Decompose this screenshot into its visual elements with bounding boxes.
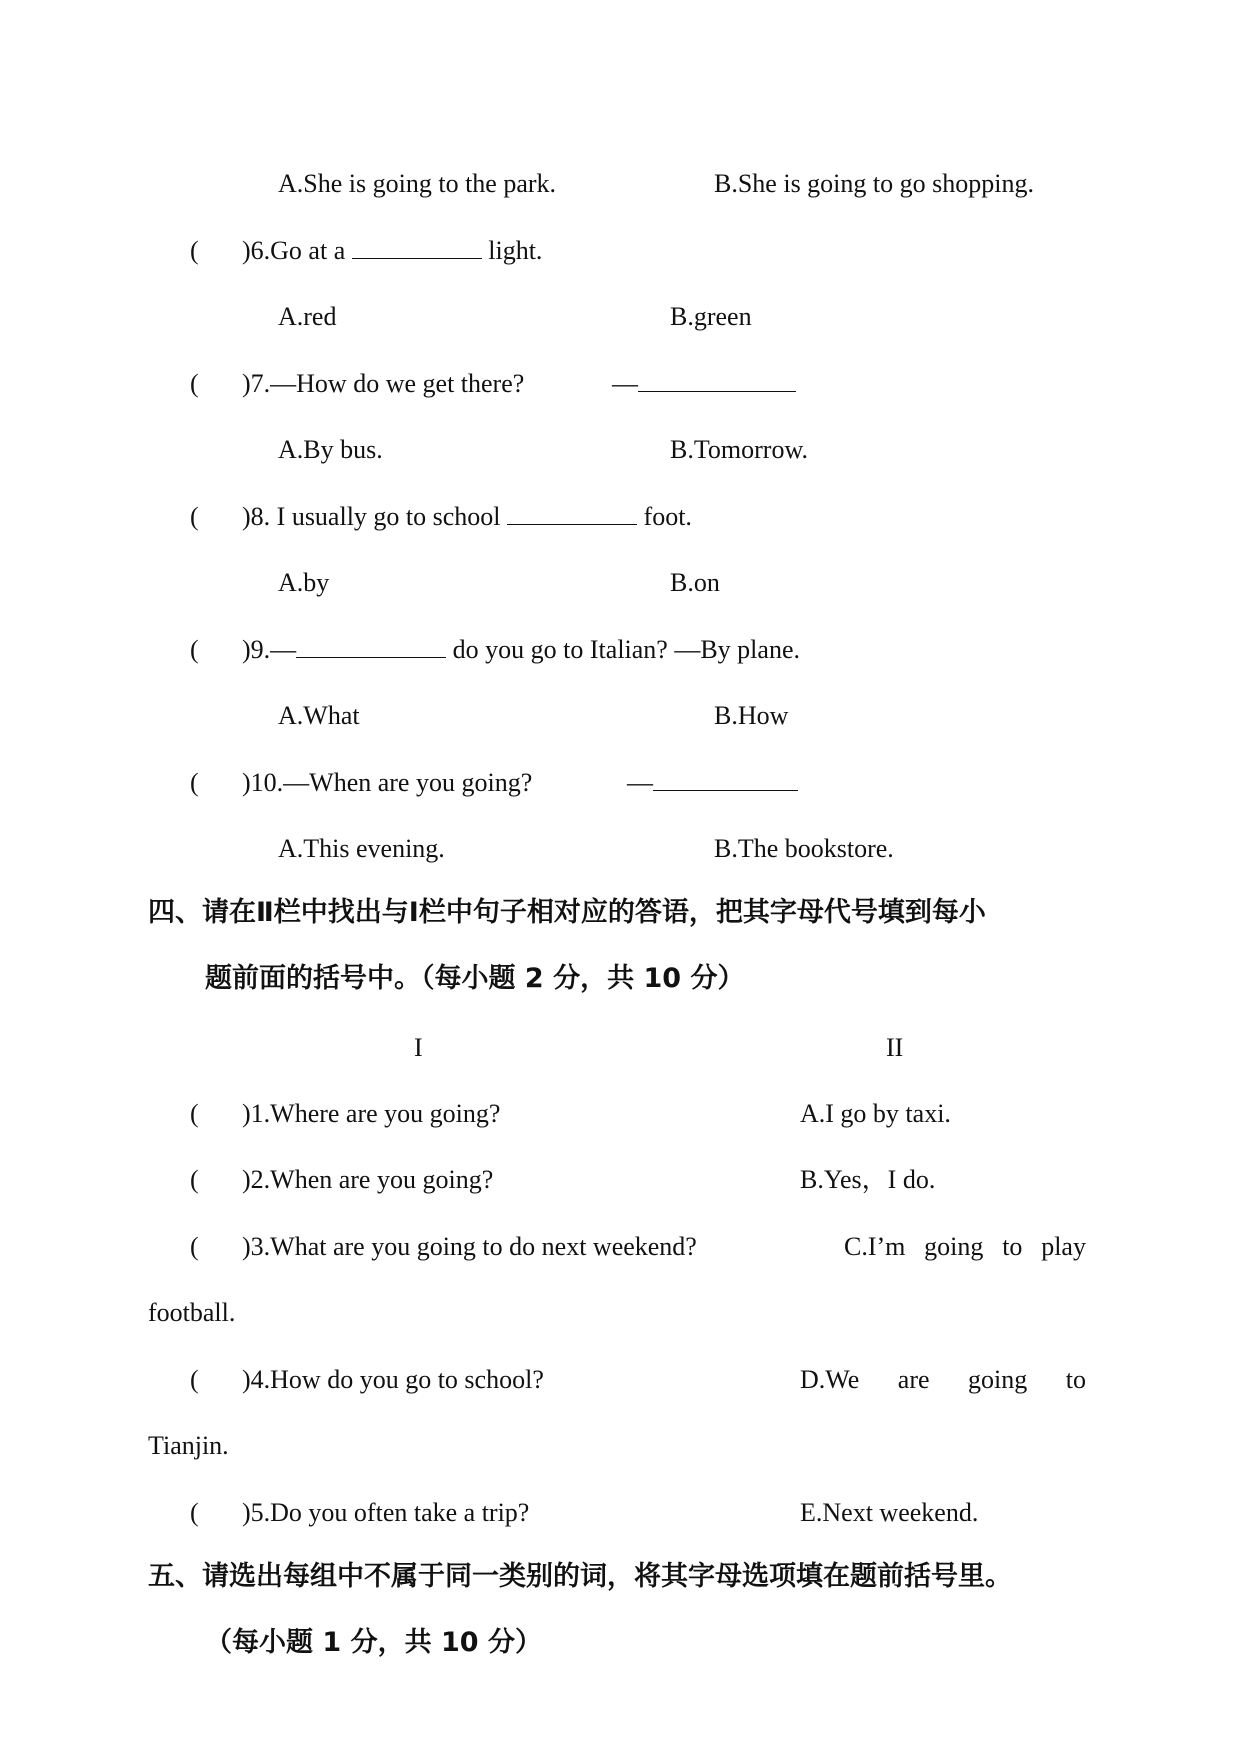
question-text: )8. I usually go to school — [242, 502, 501, 531]
dash: — — [612, 369, 638, 398]
section-5-heading-cont: （每小题 1 分，共 10 分） — [205, 1627, 542, 1658]
q6-option-a: A.red — [278, 302, 337, 331]
answer-word: C.I’m — [844, 1232, 906, 1261]
match-answer-c — [844, 1231, 1086, 1263]
question-8 — [242, 501, 692, 533]
answer-paren: ( — [190, 236, 199, 265]
match-answer-e: E.Next weekend. — [800, 1498, 979, 1527]
section-4-heading-cont: 题前面的括号中。（每小题 2 分，共 10 分） — [205, 963, 745, 994]
answer-word: play — [1041, 1232, 1086, 1261]
q7-option-b: B.Tomorrow. — [670, 435, 809, 464]
question-text-end: foot. — [643, 502, 692, 531]
match-answer-d-wrap: Tianjin. — [148, 1431, 229, 1460]
dash: — — [627, 768, 653, 797]
answer-paren: ( — [190, 1365, 199, 1394]
answer-word: going — [924, 1232, 984, 1261]
answer-word: D.We — [800, 1365, 860, 1394]
fill-blank[interactable] — [296, 635, 446, 658]
match-answer-a: A.I go by taxi. — [800, 1099, 951, 1128]
match-question-5: )5.Do you often take a trip? — [242, 1498, 530, 1527]
section-5-heading: 五、请选出每组中不属于同一类别的词，将其字母选项填在题前括号里。 — [148, 1561, 1012, 1592]
q8-option-a: A.by — [278, 568, 330, 597]
answer-word: to — [1002, 1232, 1023, 1261]
q6-option-b: B.green — [670, 302, 752, 331]
answer-paren: ( — [190, 502, 199, 531]
answer-paren: ( — [190, 369, 199, 398]
q10-option-a: A.This evening. — [278, 834, 445, 863]
question-text: )6.Go at a — [242, 236, 346, 265]
match-question-3: )3.What are you going to do next weekend? — [242, 1232, 697, 1261]
q9-option-a: A.What — [278, 701, 360, 730]
column-header-2: II — [886, 1033, 904, 1062]
q5-option-a: A.She is going to the park. — [278, 169, 557, 198]
answer-line — [612, 368, 796, 400]
question-9 — [242, 634, 800, 666]
answer-paren: ( — [190, 1232, 199, 1261]
match-answer-b: B.Yes，I do. — [800, 1165, 936, 1194]
question-text: )9.— — [242, 635, 297, 664]
question-text-end: do you go to Italian? —By plane. — [452, 635, 800, 664]
q7-option-a: A.By bus. — [278, 435, 383, 464]
fill-blank[interactable] — [507, 502, 637, 525]
answer-paren: ( — [190, 1498, 199, 1527]
question-7: )7.—How do we get there? — [242, 369, 525, 398]
question-text-end: light. — [488, 236, 543, 265]
answer-paren: ( — [190, 1165, 199, 1194]
answer-word: to — [1065, 1365, 1086, 1394]
question-6 — [242, 235, 542, 267]
match-answer-c-wrap: football. — [148, 1298, 236, 1327]
fill-blank[interactable] — [638, 369, 796, 392]
match-question-1: )1.Where are you going? — [242, 1099, 501, 1128]
answer-paren: ( — [190, 768, 199, 797]
match-answer-d — [800, 1364, 1086, 1396]
q9-option-b: B.How — [714, 701, 789, 730]
answer-paren: ( — [190, 635, 199, 664]
match-question-4: )4.How do you go to school? — [242, 1365, 544, 1394]
answer-word: going — [968, 1365, 1028, 1394]
answer-paren: ( — [190, 1099, 199, 1128]
question-10: )10.—When are you going? — [242, 768, 533, 797]
fill-blank[interactable] — [352, 236, 482, 259]
answer-line — [627, 767, 798, 799]
q10-option-b: B.The bookstore. — [714, 834, 894, 863]
q8-option-b: B.on — [670, 568, 720, 597]
column-header-1: I — [414, 1033, 423, 1062]
section-4-heading: 四、请在Ⅱ栏中找出与Ⅰ栏中句子相对应的答语，把其字母代号填到每小 — [148, 897, 986, 928]
fill-blank[interactable] — [653, 768, 798, 791]
match-question-2: )2.When are you going? — [242, 1165, 494, 1194]
answer-word: are — [897, 1365, 930, 1394]
q5-option-b: B.She is going to go shopping. — [714, 169, 1034, 198]
